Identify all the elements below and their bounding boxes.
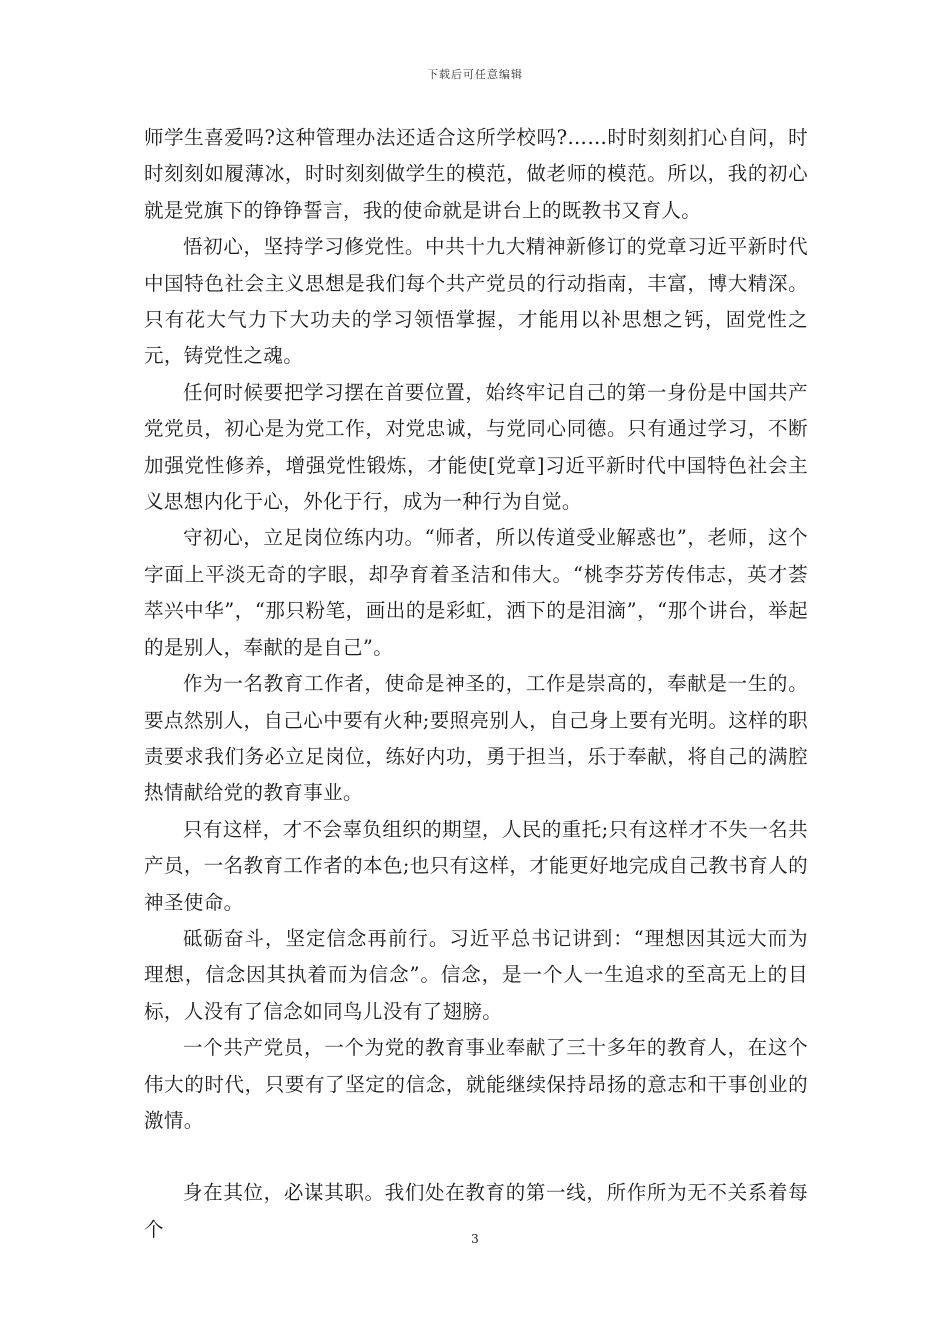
paragraph: 一个共产党员，一个为党的教育事业奉献了三十多年的教育人，在这个伟大的时代，只要有了坚定的信念，就能继续保持昂扬的意志和干事创业的激情。 xyxy=(144,1036,808,1132)
page-number: 3 xyxy=(471,1232,479,1246)
paragraph: 悟初心，坚持学习修党性。中共十九大精神新修订的党章习近平新时代中国特色社会主义思想是我们每个共产党员的行动指南，丰富，博大精深。只有花大气力下大功夫的学习领悟掌握，才能用以补思想之钙，固党性之元，铸党性之魂。 xyxy=(144,235,808,368)
paragraph: 任何时候要把学习摆在首要位置，始终牢记自己的第一身份是中国共产党党员，初心是为党工作，对党忠诚，与党同心同德。只有通过学习，不断加强党性修养，增强党性锻炼，才能使[党章]习近平新时代中国特色社会主义思想内化于心，外化于行，成为一种行为自觉。 xyxy=(144,380,808,514)
paragraph: 身在其位，必谋其职。我们处在教育的第一线，所作所为无不关系着每个 xyxy=(144,1181,808,1241)
paragraph: 砥砺奋斗，坚定信念再前行。习近平总书记讲到：“理想因其远大而为理想，信念因其执着而为信念”。信念，是一个人一生追求的至高无上的目标，人没有了信念如同鸟儿没有了翅膀。 xyxy=(144,926,808,1023)
paragraph: 只有这样，才不会辜负组织的期望，人民的重托;只有这样才不失一名共产员，一名教育工作者的本色;也只有这样，才能更好地完成自己教书育人的神圣使命。 xyxy=(144,817,808,914)
document-body xyxy=(144,120,808,1248)
paragraph: 守初心，立足岗位练内功。“师者，所以传道受业解惑也”，老师，这个字面上平淡无奇的字眼，却孕育着圣洁和伟大。“桃李芬芳传伟志，英才荟萃兴中华”，“那只粉笔，画出的是彩虹，洒下的是泪滴”，“那个讲台，举起的是别人，奉献的是自己”。 xyxy=(144,526,808,659)
page-header: 下载后可任意编辑 xyxy=(427,68,523,81)
paragraph: 作为一名教育工作者，使命是神圣的，工作是崇高的，奉献是一生的。要点然别人，自己心中要有火种;要照亮别人，自己身上要有光明。这样的职责要求我们务必立足岗位，练好内功，勇于担当，乐于奉献，将自己的满腔热情献给党的教育事业。 xyxy=(144,672,808,805)
paragraph-continued: 师学生喜爱吗?这种管理办法还适合这所学校吗?……时时刻刻扪心自问，时时刻刻如履薄冰，时时刻刻做学生的模范，做老师的模范。所以，我的初心就是党旗下的铮铮誓言，我的使命就是讲台上的既教书又育人。 xyxy=(144,126,808,222)
